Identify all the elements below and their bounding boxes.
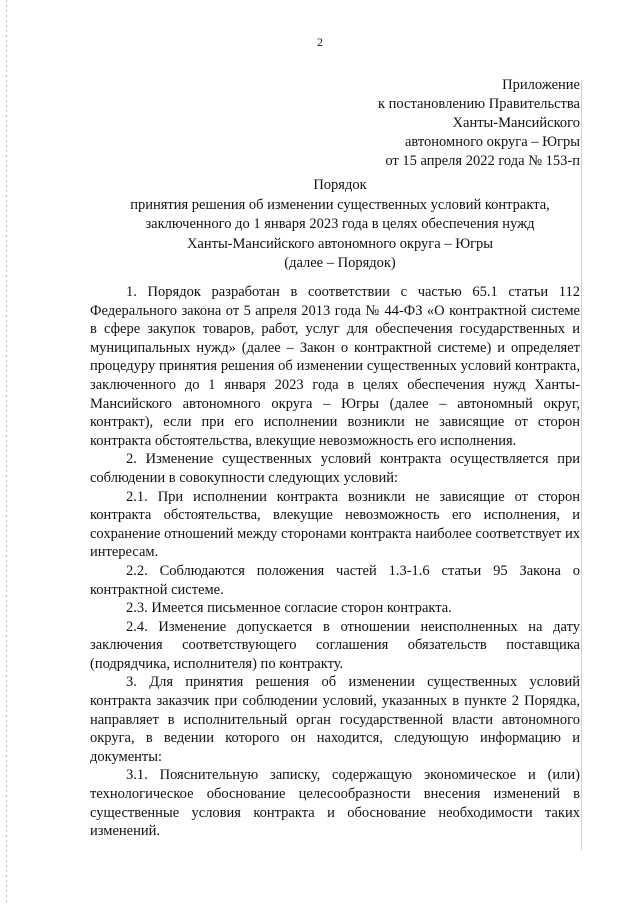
document-body — [90, 283, 580, 841]
paragraph-2: 2. Изменение существенных условий контракта осуществляется при соблюдении в совокупности следующих условий: — [90, 451, 580, 486]
title-line: принятия решения об изменении существенных условий контракта, — [130, 196, 550, 213]
approval-line: от 15 апреля 2022 года № 153-п — [385, 153, 580, 169]
title-line: Ханты-Мансийского автономного округа – Югры — [186, 235, 494, 252]
approval-line: автономного округа – Югры — [404, 134, 580, 150]
paragraph-3: 3. Для принятия решения об изменении существенных условий контракта заказчик при соблюдении условий, указанных в пункте 2 Порядка, направляет в исполнительный орган государственной власти автономного округа, в ведении которого он находится, следующую информацию и документы: — [90, 674, 580, 765]
paragraph-1: 1. Порядок разработан в соответствии с частью 65.1 статьи 112 Федерального закона от 5 апреля 2013 года № 44-ФЗ «О контрактной системе в сфере закупок товаров, работ, услуг для обеспечения государственных и муниципальных нужд» (далее – Закон о контрактной системе) и определяет процедуру принятия решения об изменении существенных условий контракта, заключенного до 1 января 2023 года в целях обеспечения нужд Ханты-Мансийского автономного округа – Югры (далее – автономный округ, контракт), если при его исполнении возникли не зависящие от сторон контракта обстоятельства, влекущие невозможность его исполнения. — [90, 284, 580, 449]
title-line: (далее – Порядок) — [284, 255, 396, 271]
paragraph-3-1: 3.1. Пояснительную записку, содержащую экономическое и (или) технологическое обоснование целесообразности внесения изменений в существенные условия контракта и обоснование необходимости таких изменений. — [90, 767, 580, 840]
approval-block — [330, 76, 580, 171]
paragraph-2-4: 2.4. Изменение допускается в отношении неисполненных на дату заключения соответствующего соглашения обязательств поставщика (подрядчика, исполнителя) по контракту. — [90, 618, 580, 672]
paragraph-2-3: 2.3. Имеется письменное согласие сторон контракта. — [126, 600, 452, 617]
scan-edge-right — [581, 80, 582, 850]
approval-line: Ханты-Мансийского — [452, 115, 580, 131]
paragraph-2-1: 2.1. При исполнении контракта возникли не зависящие от сторон контракта обстоятельства, влекущие невозможность его исполнения, и сохранение отношений между сторонами контракта наиболее соответствует их интересам. — [90, 488, 580, 561]
approval-line: к постановлению Правительства — [378, 96, 580, 112]
paragraph-2-2: 2.2. Соблюдаются положения частей 1.3-1.6 статьи 95 Закона о контрактной системе. — [90, 562, 580, 598]
page-number: 2 — [317, 35, 323, 49]
title-line: заключенного до 1 января 2023 года в целях обеспечения нужд — [145, 216, 535, 232]
scan-edge-left — [6, 0, 7, 905]
document-title — [100, 176, 580, 274]
title-line: Порядок — [313, 177, 367, 193]
approval-line: Приложение — [502, 77, 580, 93]
